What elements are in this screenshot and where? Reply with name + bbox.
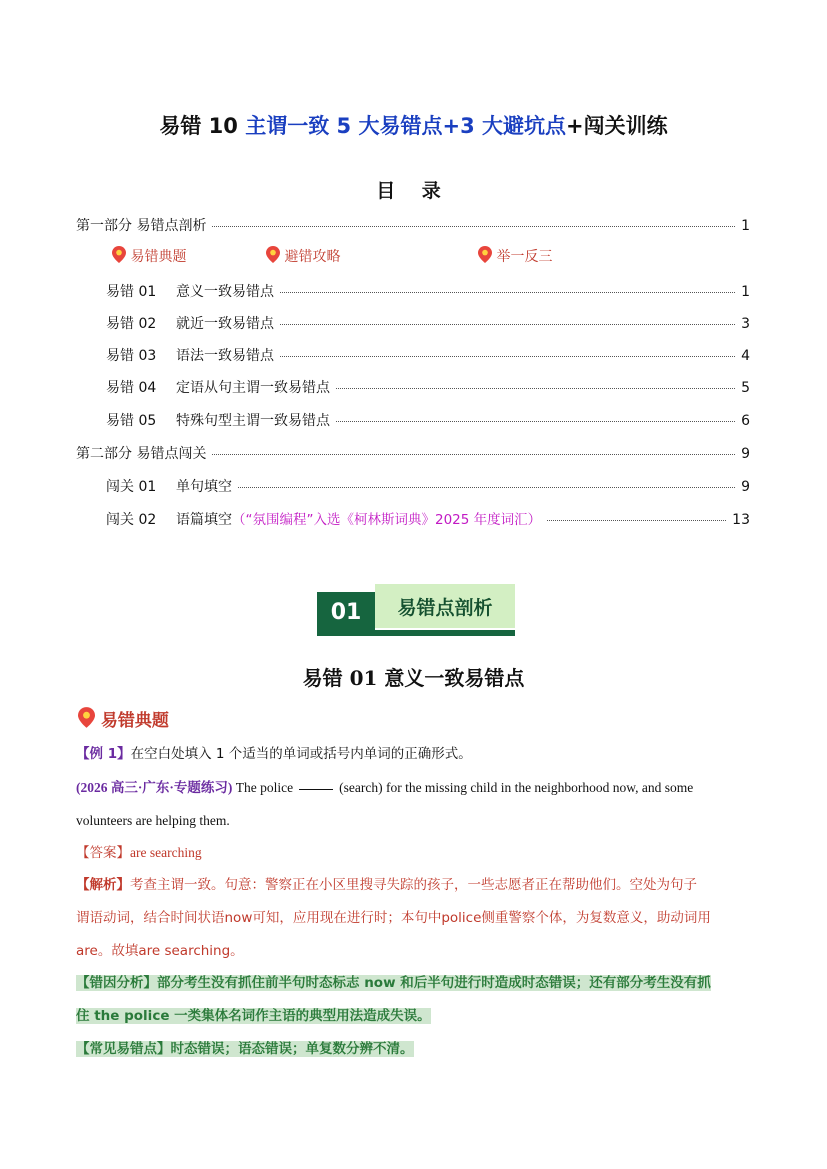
toc-part1[interactable] — [76, 215, 750, 237]
location-pin-icon — [78, 707, 95, 728]
location-pin-icon — [266, 246, 280, 263]
toc-part2[interactable] — [76, 443, 750, 465]
toc-part1-label: 第一部分 易错点剖析 — [76, 218, 207, 234]
legend-label-strategy: 避错攻略 — [284, 249, 341, 265]
location-pin-icon — [478, 246, 492, 263]
toc-item[interactable] — [106, 410, 750, 432]
toc-leader-dots — [280, 292, 735, 293]
toc-item-label: 就近一致易错点 — [176, 316, 274, 332]
toc-item-page: 1 — [741, 284, 750, 300]
analysis-text-1: 考查主谓一致。句意：警察正在小区里搜寻失踪的孩子，一些志愿者正在帮助他们。空处为句子 — [130, 877, 697, 893]
answer-line — [76, 843, 752, 863]
toc-item-code: 易错 02 — [106, 316, 157, 332]
toc-item[interactable] — [106, 476, 750, 498]
toc-item[interactable] — [106, 345, 750, 367]
toc-item-page: 9 — [741, 479, 750, 495]
section-subtitle — [78, 706, 169, 731]
document-title — [0, 110, 827, 140]
location-pin-icon — [112, 246, 126, 263]
analysis-line-2: 谓语动词，结合时间状语now可知，应用现在进行时；本句中police侧重警察个体，为复数意义，助动词用 — [76, 910, 711, 926]
toc-leader-dots — [336, 421, 735, 422]
toc-part2-label: 第二部分 易错点闯关 — [76, 446, 207, 462]
error-analysis-line-2 — [76, 1006, 752, 1026]
example-instruction — [76, 744, 752, 764]
toc-leader-dots — [547, 520, 726, 521]
toc-leader-dots — [238, 487, 735, 488]
section-title: 易错 01 意义一致易错点 — [302, 666, 525, 690]
analysis-line-1 — [76, 875, 752, 895]
analysis-tag: 【解析】 — [76, 877, 130, 893]
error-analysis-text-2: 住 the police 一类集体名词作主语的典型用法造成失误。 — [76, 1008, 431, 1024]
section-subtitle-text: 易错典题 — [100, 711, 169, 731]
toc-item[interactable] — [106, 377, 750, 399]
answer-tag: 【答案】 — [76, 845, 130, 860]
toc-item[interactable] — [106, 508, 750, 530]
toc-item-label: 特殊句型主谓一致易错点 — [176, 413, 330, 429]
toc-item-code: 易错 05 — [106, 413, 157, 429]
analysis-line-3: are。故填are searching。 — [76, 943, 244, 959]
toc-item-code: 易错 01 — [106, 284, 157, 300]
question-source: (2026 高三·广东·专题练习) — [76, 780, 233, 795]
toc-leader-dots — [336, 388, 735, 389]
banner-underline — [317, 630, 515, 636]
toc-item[interactable] — [106, 281, 750, 303]
legend-item-typical — [112, 246, 186, 268]
title-prefix: 易错 10 — [159, 114, 246, 138]
toc-item-page: 4 — [741, 348, 750, 364]
example-instruction-text: 在空白处填入 1 个适当的单词或括号内单词的正确形式。 — [130, 746, 472, 762]
example-tag: 【例 1】 — [76, 746, 131, 762]
common-errors-text: 时态错误；语态错误；单复数分辨不清。 — [170, 1041, 414, 1057]
error-analysis-text-1: 部分考生没有抓住前半句时态标志 now 和后半句进行时造成时态错误；还有部分考生没有抓 — [157, 975, 711, 991]
toc-item-page: 6 — [741, 413, 750, 429]
common-errors-line — [76, 1039, 752, 1059]
toc-item-label: 定语从句主谓一致易错点 — [176, 380, 330, 396]
question-line-1 — [76, 778, 752, 798]
toc-item-label: 意义一致易错点 — [176, 284, 274, 300]
toc-item[interactable] — [106, 313, 750, 335]
question-line-2: volunteers are helping them. — [76, 813, 230, 828]
question-text-1: The police — [235, 780, 294, 795]
legend-item-strategy — [266, 246, 340, 268]
common-errors-tag: 【常见易错点】 — [76, 1041, 171, 1057]
toc-item-page: 5 — [741, 380, 750, 396]
toc-item-label: 语法一致易错点 — [176, 348, 274, 364]
toc-item-page: 3 — [741, 316, 750, 332]
toc-item-page: 13 — [732, 512, 750, 528]
toc-item-code: 易错 04 — [106, 380, 157, 396]
toc-item-code: 闯关 01 — [106, 479, 157, 495]
answer-blank[interactable] — [299, 777, 333, 790]
question-text-2: (search) for the missing child in the neighborhood now, and some — [339, 780, 694, 795]
toc-part2-page: 9 — [741, 446, 750, 462]
legend-item-practice — [478, 246, 552, 268]
section-banner — [317, 584, 515, 636]
toc-leader-dots — [212, 454, 735, 455]
toc-leader-dots — [212, 226, 735, 227]
toc-part1-page: 1 — [741, 218, 750, 234]
title-highlight: 主谓一致 5 大易错点+3 大避坑点 — [245, 114, 566, 138]
answer-text: are searching — [130, 845, 202, 860]
toc-item-extra: （“氛围编程”入选《柯林斯词典》2025 年度词汇） — [232, 512, 542, 528]
toc-leader-dots — [280, 324, 735, 325]
toc-item-code: 闯关 02 — [106, 512, 157, 528]
error-analysis-tag: 【错因分析】 — [76, 975, 157, 991]
error-analysis-line-1 — [76, 973, 752, 993]
toc-item-label: 语篇填空 — [176, 512, 232, 528]
toc-heading: 目 录 — [376, 180, 451, 202]
legend-label-typical: 易错典题 — [130, 249, 187, 265]
banner-text: 易错点剖析 — [375, 584, 515, 628]
title-suffix: +闯关训练 — [566, 114, 668, 138]
toc-item-code: 易错 03 — [106, 348, 157, 364]
toc-leader-dots — [280, 356, 735, 357]
toc-item-label: 单句填空 — [176, 479, 232, 495]
legend-label-practice: 举一反三 — [496, 249, 553, 265]
banner-number: 01 — [317, 592, 375, 632]
